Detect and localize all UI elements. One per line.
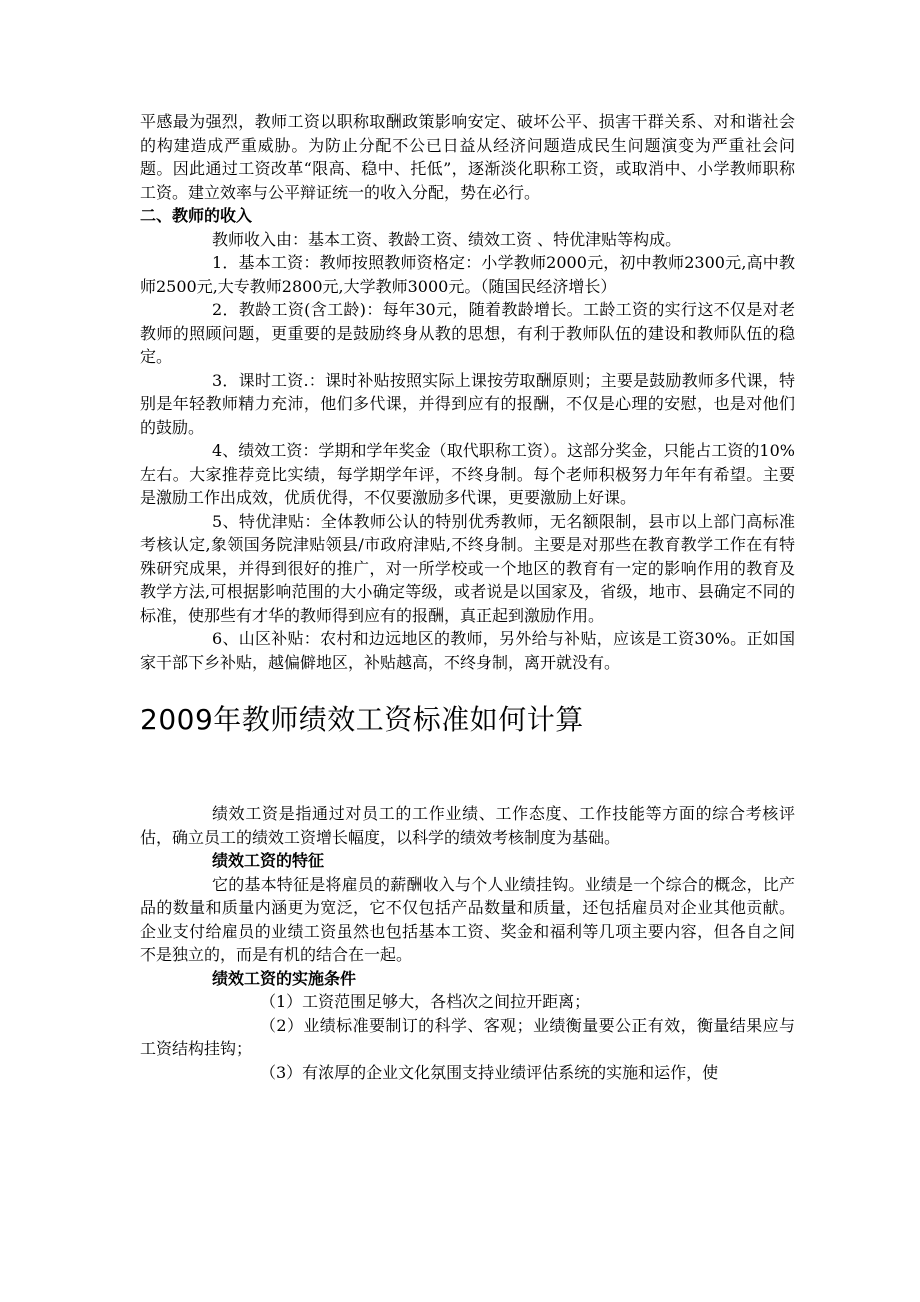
document-page [140,110,795,1084]
income-item-performance-pay: 4、绩效工资：学期和学年奖金（取代职称工资）。这部分奖金，只能占工资的10%左右。大家推荐竞比实绩，每学期学年评，不终身制。每个老师积极努力年年有希望。主要是激励工作出成效，优质优得，不仅要激励多代课，更要激励上好课。 [140,441,795,507]
section-heading-income: 二、教师的收入 [140,206,253,225]
income-item-class-hour-pay: 3．课时工资.：课时补贴按照实际上课按劳取酬原则；主要是鼓励教师多代课，特别是年轻教师精力充沛，他们多代课，并得到应有的报酬，不仅是心理的安慰，也是对他们的鼓励。 [140,370,795,437]
condition-item: （3）有浓厚的企业文化氛围支持业绩评估系统的实施和运作，使 [260,1062,719,1082]
features-paragraph: 它的基本特征是将雇员的薪酬收入与个人业绩挂钩。业绩是一个综合的概念，比产品的数量和质量内涵更为宽泛，它不仅包括产品数量和质量，还包括雇员对企业其他贡献。企业支付给雇员的业绩工资虽然也包括基本工资、奖金和福利等几项主要内容，但各自之间不是独立的，而是有机的结合在一起。 [140,874,795,964]
conditions-heading: 绩效工资的实施条件 [212,968,357,988]
income-lead-paragraph: 教师收入由：基本工资、教龄工资、绩效工资 、特优津贴等构成。 [212,229,682,249]
condition-item: （1）工资范围足够大，各档次之间拉开距离； [260,992,591,1011]
income-item-seniority-pay: 2．教龄工资(含工龄)：每年30元，随着教龄增长。工龄工资的实行这不仅是对老教师的照顾问题，更重要的是鼓励终身从教的思想，有利于教师队伍的建设和教师队伍的稳定。 [140,300,795,366]
income-item-basic-salary: 1．基本工资：教师按照教师资格定：小学教师2000元，初中教师2300元,高中教师2500元,大专教师2800元,大学教师3000元。（随国民经济增长） [140,253,795,296]
features-heading: 绩效工资的特征 [212,851,325,870]
intro-paragraph: 平感最为强烈，教师工资以职称取酬政策影响安定、破坏公平、损害干群关系、对和谐社会的构建造成严重威胁。为防止分配不公已日益从经济问题造成民生问题演变为严重社会问题。因此通过工资改革“限高、稳中、托低”，逐渐淡化职称工资，或取消中、小学教师职称工资。建立效率与公平辩证统一的收入分配，势在必行。 [140,112,795,202]
performance-intro-paragraph: 绩效工资是指通过对员工的工作业绩、工作态度、工作技能等方面的综合考核评估，确立员工的绩效工资增长幅度，以科学的绩效考核制度为基础。 [140,804,795,847]
article-title: 2009年教师绩效工资标准如何计算 [140,703,584,736]
income-item-special-allowance: 5、特优津贴：全体教师公认的特别优秀教师，无名额限制，县市以上部门高标准考核认定,象领国务院津贴领县/市政府津贴,不终身制。主要是对那些在教育教学工作在有特殊研究成果，并得到很好的推广，对一所学校或一个地区的教育有一定的影响作用的教育及教学方法,可根据影响范围的大小确定等级，或者说是以国家及，省级，地市、县确定不同的标准，使那些有才华的教师得到应有的报酬，真正起到激励作用。 [140,511,795,625]
income-item-mountain-allowance: 6、山区补贴：农村和边远地区的教师，另外给与补贴，应该是工资30%。正如国家干部下乡补贴，越偏僻地区，补贴越高，不终身制，离开就没有。 [140,629,795,672]
condition-item: （2）业绩标准要制订的科学、客观；业绩衡量要公正有效，衡量结果应与工资结构挂钩； [140,1015,795,1058]
